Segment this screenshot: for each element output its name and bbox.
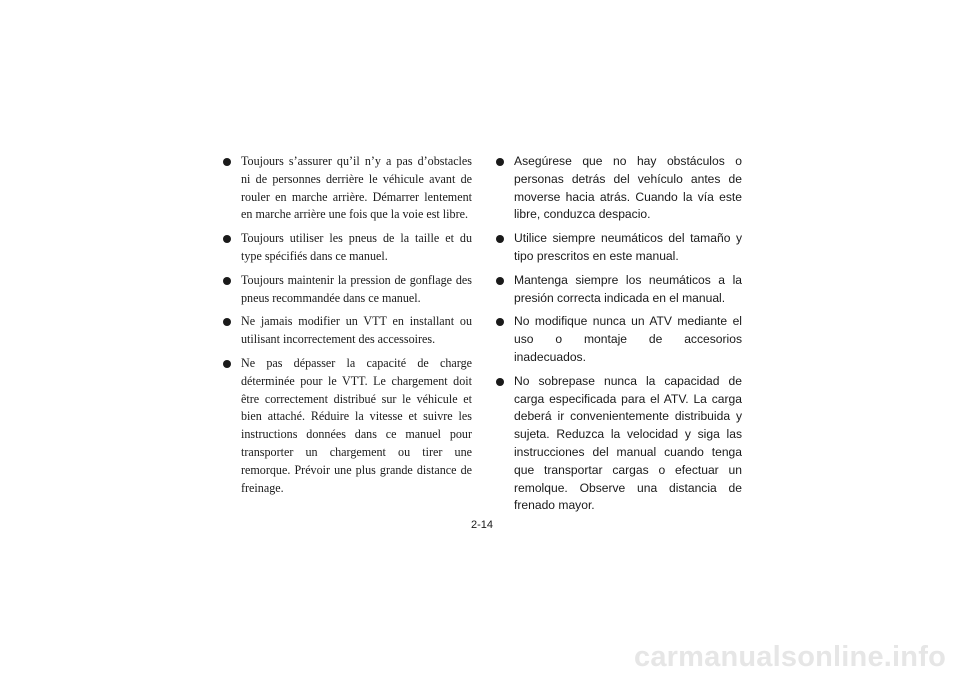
list-item <box>222 355 472 497</box>
list-item-text: Mantenga siempre los neumáticos a la presión correcta indicada en el manual. <box>514 272 742 305</box>
list-item-text: Asegúrese que no hay obstáculos o personas detrás del vehículo antes de moverse hacia atrás. Cuando la vía este libre, conduzca despacio. <box>514 154 742 222</box>
list-item-text: Ne jamais modifier un VTT en installant ou utilisant incorrectement des accessoires. <box>241 314 472 347</box>
bullet-dot-icon <box>223 277 231 285</box>
bullet-dot-icon <box>223 318 231 326</box>
list-item-text: Ne pas dépasser la capacité de charge déterminée pour le VTT. Le chargement doit être correctement distribué sur le véhicule et bien attaché. Réduire la vitesse et suivre les instructions données dans ce manuel pour transporter un chargement ou tirer une remorque. Prévoir une plus grande distance de freinage. <box>241 355 472 495</box>
list-item <box>222 313 472 349</box>
list-item <box>222 272 472 308</box>
bullet-dot-icon <box>223 360 231 368</box>
bullet-dot-icon <box>496 318 504 326</box>
watermark: carmanualsonline.info <box>634 641 946 673</box>
list-item-text: No sobrepase nunca la capacidad de carga especificada para el ATV. La carga deberá ir convenientemente distribuida y sujeta. Reduzca la velocidad y siga las instrucciones del manual cuando tenga que transportar cargas o efectuar un remolque. Observe una distancia de frenado mayor. <box>514 373 742 513</box>
bullet-dot-icon <box>496 277 504 285</box>
spanish-warning-list <box>495 153 742 521</box>
bullet-dot-icon <box>223 235 231 243</box>
list-item-text: Toujours utiliser les pneus de la taille et du type spécifiés dans ce manuel. <box>241 231 472 263</box>
bullet-dot-icon <box>496 378 504 386</box>
bullet-dot-icon <box>496 158 504 166</box>
list-item-text: Toujours maintenir la pression de gonflage des pneus recommandée dans ce manuel. <box>241 272 472 305</box>
list-item <box>222 230 472 266</box>
french-warning-list <box>222 153 472 503</box>
list-item-text: No modifique nunca un ATV mediante el uso o montaje de accesorios inadecuados. <box>514 314 742 364</box>
bullet-dot-icon <box>223 158 231 166</box>
bullet-dot-icon <box>496 235 504 243</box>
list-item <box>495 373 742 515</box>
list-item-text: Utilice siempre neumáticos del tamaño y tipo prescritos en este manual. <box>514 231 742 263</box>
list-item <box>495 313 742 366</box>
page-number: 2-14 <box>470 519 494 531</box>
list-item-text: Toujours s’assurer qu’il n’y a pas d’obstacles ni de personnes derrière le véhicule avant de rouler en marche arrière. Démarrer lentement en marche arrière une fois que la voie est libre. <box>241 154 472 222</box>
list-item <box>495 153 742 224</box>
list-item <box>495 230 742 266</box>
list-item <box>495 272 742 308</box>
list-item <box>222 153 472 224</box>
